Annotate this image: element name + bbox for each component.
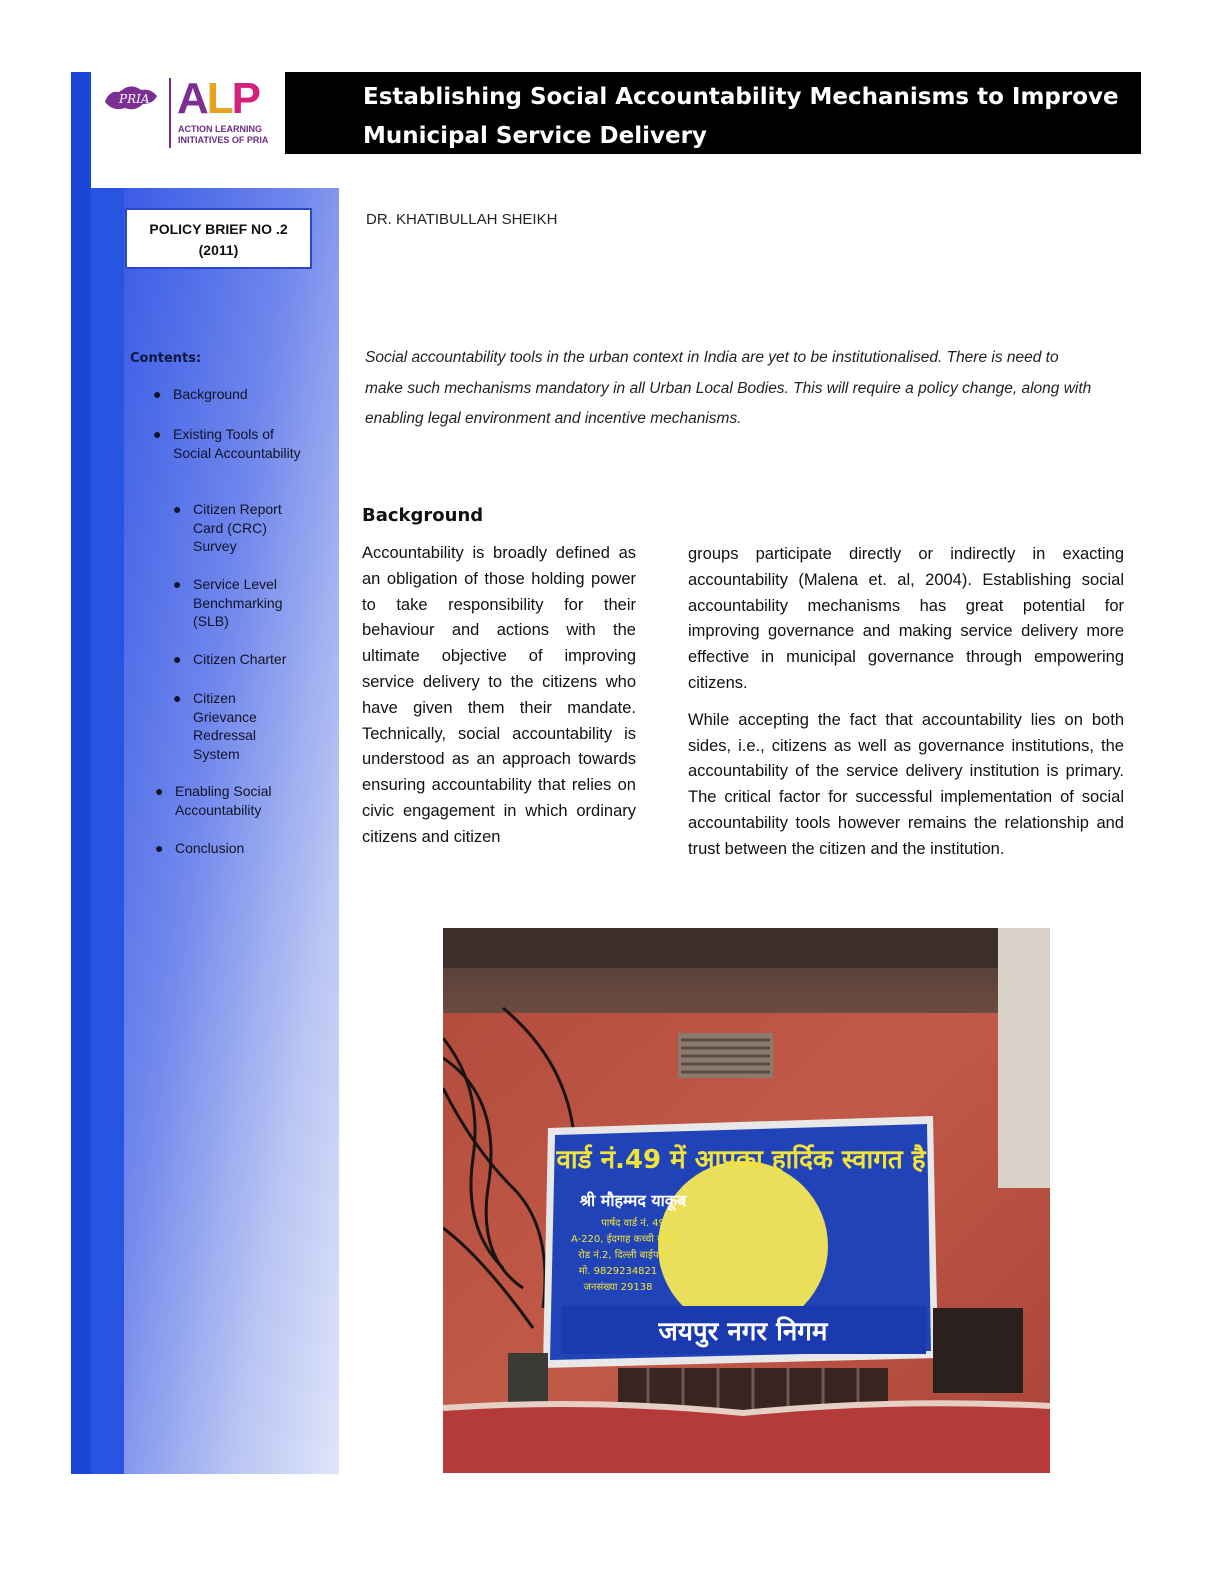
toc-item-label: Service Level Benchmarking (SLB) xyxy=(193,576,283,629)
bullet-icon: ● xyxy=(155,783,164,799)
background-column-2 xyxy=(688,542,1124,863)
toc-item-label: Citizen Grievance Redressal System xyxy=(193,690,257,762)
summary-text: Social accountability tools in the urban context in India are yet to be institutionalised. There is need to make such mechanisms mandatory in all Urban Local Bodies. This will require a policy change, along with enabling legal environment and incentive mechanisms. xyxy=(365,349,1092,427)
toc-item[interactable] xyxy=(173,689,273,763)
toc-item[interactable] xyxy=(155,839,295,858)
sign-detail: पार्षद वार्ड नं. 49 xyxy=(601,1218,665,1229)
pria-logo-icon xyxy=(103,82,159,114)
ward-sign-photo xyxy=(443,928,1050,1473)
logo-subtitle xyxy=(178,124,268,146)
left-stripe-dark xyxy=(71,72,91,1474)
toc-item[interactable] xyxy=(153,385,323,404)
alp-logo xyxy=(91,72,285,152)
contents-title: Contents: xyxy=(130,351,202,366)
bullet-icon: ● xyxy=(155,840,164,856)
toc-item[interactable] xyxy=(155,782,295,819)
bullet-icon: ● xyxy=(153,426,162,442)
toc-item[interactable] xyxy=(153,425,303,462)
policy-brief-box xyxy=(125,208,312,269)
sign-detail: जनसंख्या 29138 xyxy=(583,1282,653,1293)
policy-brief-number: POLICY BRIEF NO .2 xyxy=(149,221,288,237)
sign-detail: A-220, ईदगाह कच्ची बस्ती xyxy=(570,1234,676,1245)
bullet-icon: ● xyxy=(173,501,182,517)
toc-item-label: Citizen Charter xyxy=(193,651,287,667)
background-paragraph-1: Accountability is broadly defined as an obligation of those holding power to take responsibility for their behaviour and actions with the ultimate objective of improving service delivery to the citizens who have given them their mandate. Technically, social accountability is understood as an approach towards ensuring accountability that relies on civic engagement in which ordinary citizens and citizen xyxy=(362,544,636,846)
title-bar xyxy=(285,72,1141,154)
sign-footer: जयपुर नगर निगम xyxy=(658,1317,828,1347)
page-title: Establishing Social Accountability Mechanisms to Improve Municipal Service Delivery xyxy=(363,84,1119,149)
bullet-icon: ● xyxy=(173,576,182,592)
logo-subtitle-line1: ACTION LEARNING xyxy=(178,124,262,134)
pria-text: PRIA xyxy=(119,92,150,106)
alp-wordmark: ALP xyxy=(177,74,260,123)
toc-item-label: Enabling Social Accountability xyxy=(175,783,272,818)
photo-illustration xyxy=(443,928,1050,1473)
background-paragraph-3: While accepting the fact that accountability lies on both sides, i.e., citizens as well as governance institutions, the accountability of the service delivery institution is primary. The critical factor for successful implementation of social accountability tools however remains the relationship and trust between the citizen and the institution. xyxy=(688,710,1124,858)
logo-subtitle-line2: INITIATIVES OF PRIA xyxy=(178,135,269,145)
sidebar xyxy=(124,188,339,1474)
toc-item[interactable] xyxy=(173,500,313,556)
toc-item[interactable] xyxy=(173,575,313,631)
toc-item-label: Citizen Report Card (CRC) Survey xyxy=(193,501,282,554)
toc-item[interactable] xyxy=(173,650,313,669)
sign-name: श्री मौहम्मद याकूब xyxy=(579,1191,687,1210)
background-heading: Background xyxy=(362,505,484,526)
sign-detail: रोड नं.2, दिल्ली बाईपास xyxy=(578,1250,668,1261)
bullet-icon: ● xyxy=(153,386,162,402)
background-paragraph-2: groups participate directly or indirectly in exacting accountability (Malena et. al, 2004). Establishing social accountability mechanisms has great potential for improving governance and making service delivery more effective in municipal governance through empowering citizens. xyxy=(688,545,1124,692)
bullet-icon: ● xyxy=(173,690,182,706)
author: DR. KHATIBULLAH SHEIKH xyxy=(366,211,558,228)
left-stripe-mid xyxy=(91,188,124,1474)
toc-item-label: Conclusion xyxy=(175,840,245,856)
sign-detail: मो. 9829234821 xyxy=(578,1266,658,1277)
bullet-icon: ● xyxy=(173,651,182,667)
logo-divider xyxy=(169,78,171,148)
policy-brief-year: (2011) xyxy=(198,242,239,258)
background-column-1 xyxy=(362,541,636,851)
toc-item-label: Background xyxy=(173,386,248,402)
sign-headline: वार्ड नं.49 में आपका हार्दिक स्वागत है xyxy=(556,1145,926,1175)
toc-item-label: Existing Tools of Social Accountability xyxy=(173,426,301,461)
